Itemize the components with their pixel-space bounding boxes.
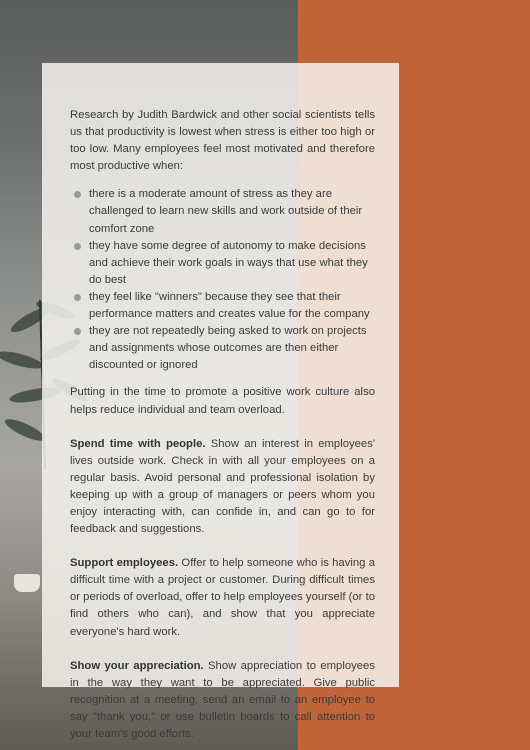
bullet-icon: [74, 191, 81, 198]
list-item-text: they are not repeatedly being asked to work on projects and assignments whose outcomes are then either discounted or ignored: [89, 325, 367, 372]
section-support: [70, 555, 375, 640]
section-body: Offer to help someone who is having a difficult time with a project or customer. During difficult times or periods of overload, offer to help employees yourself (or to find others who can), and show that you appreciate everyone's hard work.: [70, 557, 375, 638]
list-item: [70, 238, 375, 289]
section-spend-time: [70, 436, 375, 539]
cup-image: [14, 574, 40, 592]
list-item-text: there is a moderate amount of stress as they are challenged to learn new skills and work outside of their comfort zone: [89, 188, 363, 235]
section-heading: Support employees.: [70, 557, 179, 570]
list-item-text: they feel like "winners" because they see that their performance matters and creates value for the company: [89, 290, 370, 321]
section-heading: Spend time with people.: [70, 437, 206, 450]
list-item: [70, 289, 375, 323]
text-panel: [42, 63, 399, 740]
motivation-list: [70, 186, 375, 374]
list-item-text: they have some degree of autonomy to make decisions and achieve their work goals in ways that use what they do best: [89, 239, 368, 286]
section-body: Show an interest in employees' lives outside work. Check in with all your employees on a regular basis. Avoid personal and professional isolation by keeping up with a group of managers or peers whom you enjoy interacting with, can confide in, and can go to for feedback and suggestions.: [70, 437, 376, 536]
list-item: [70, 186, 375, 237]
list-item: [70, 323, 375, 374]
bullet-icon: [74, 294, 81, 301]
bullet-icon: [74, 328, 81, 335]
section-appreciation: [70, 658, 375, 743]
bullet-icon: [74, 243, 81, 250]
intro-paragraph: Research by Judith Bardwick and other social scientists tells us that productivity is lowest when stress is either too high or too low. Many employees feel most motivated and therefore most productive when:: [70, 109, 375, 173]
section-body: Show appreciation to employees in the way they want to be appreciated. Give public recognition at a meeting, send an email to an employee to say "thank you," or use bulletin boards to call attention to your team's good efforts.: [70, 659, 375, 740]
culture-paragraph: Putting in the time to promote a positive work culture also helps reduce individual and team overload.: [70, 386, 375, 416]
section-heading: Show your appreciation.: [70, 659, 204, 672]
